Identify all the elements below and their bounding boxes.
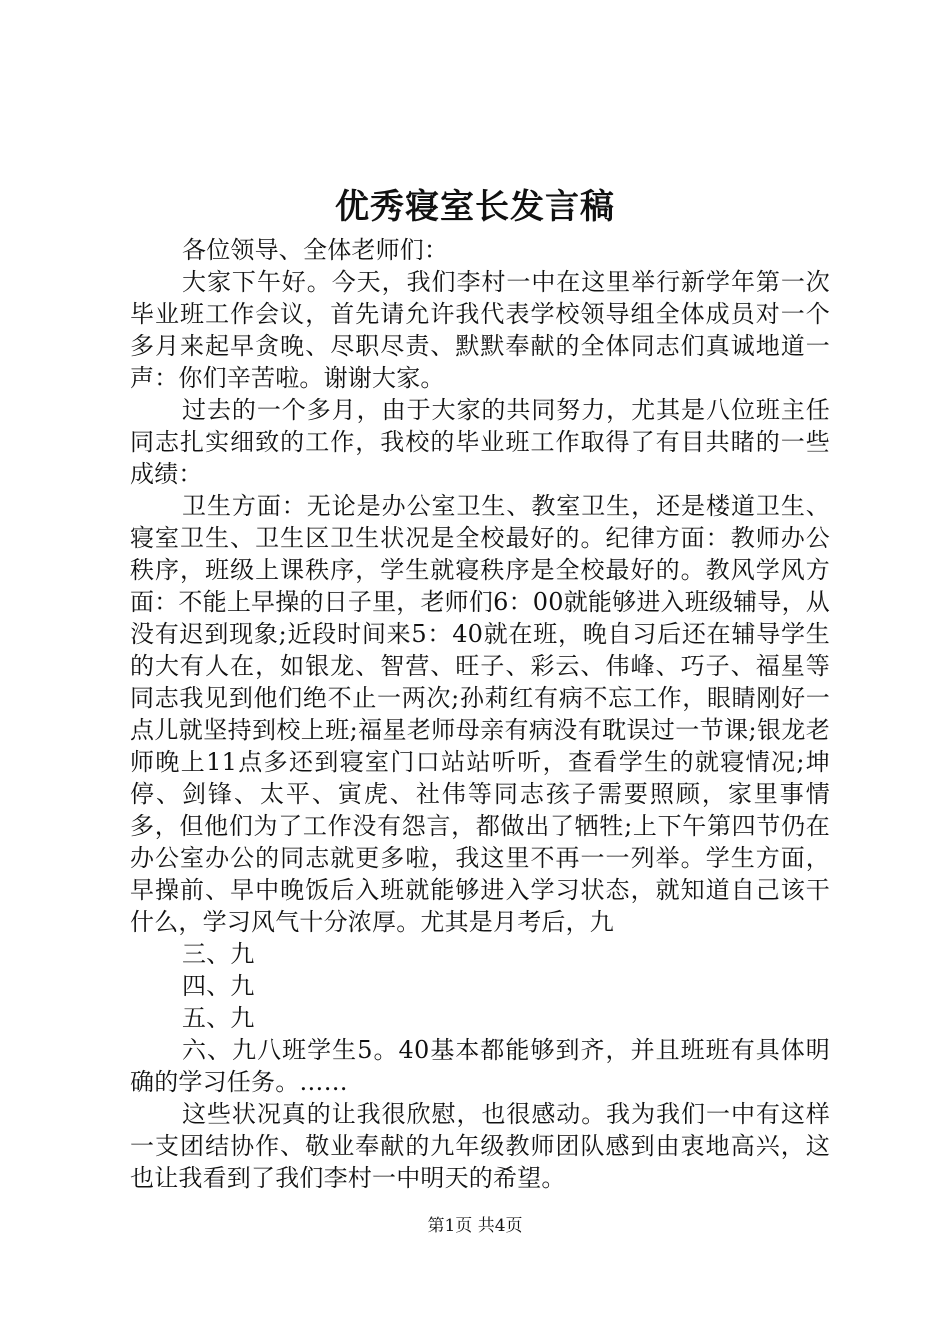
- body-paragraph: 四、九: [182, 972, 255, 1000]
- body-paragraph: 大家下午好。今天，我们李村一中在这里举行新学年第一次毕业班工作会议，首先请允许我代表学校领导组全体成员对一个多月来起早贪晚、尽职尽责、默默奉献的全体同志们真诚地道一声：你们辛苦啦。谢谢大家。: [130, 268, 830, 392]
- body-paragraph: 这些状况真的让我很欣慰，也很感动。我为我们一中有这样一支团结协作、敬业奉献的九年级教师团队感到由衷地高兴，这也让我看到了我们李村一中明天的希望。: [130, 1100, 830, 1192]
- body-paragraph: 六、九八班学生5。40基本都能够到齐，并且班班有具体明确的学习任务。……: [130, 1036, 830, 1096]
- salutation-paragraph: 各位领导、全体老师们：: [182, 236, 449, 264]
- body-paragraph: 卫生方面：无论是办公室卫生、教室卫生，还是楼道卫生、寝室卫生、卫生区卫生状况是全校最好的。纪律方面：教师办公秩序，班级上课秩序，学生就寝秩序是全校最好的。教风学风方面：不能上早操的日子里，老师们6：00就能够进入班级辅导，从没有迟到现象;近段时间来5：40就在班，晚自习后还在辅导学生的大有人在，如银龙、智营、旺子、彩云、伟峰、巧子、福星等同志我见到他们绝不止一两次;孙莉红有病不忘工作，眼睛刚好一点儿就坚持到校上班;福星老师母亲有病没有耽误过一节课;银龙老师晚上11点多还到寝室门口站站听听，查看学生的就寝情况;坤停、剑锋、太平、寅虎、社伟等同志孩子需要照顾，家里事情多，但他们为了工作没有怨言，都做出了牺牲;上下午第四节仍在办公室办公的同志就更多啦，我这里不再一一列举。学生方面，早操前、早中晚饭后入班就能够进入学习状态，就知道自己该干什么，学习风气十分浓厚。尤其是月考后，九: [130, 492, 830, 936]
- body-paragraph: 五、九: [182, 1004, 255, 1032]
- body-paragraph: 过去的一个多月，由于大家的共同努力，尤其是八位班主任同志扎实细致的工作，我校的毕业班工作取得了有目共睹的一些成绩：: [130, 396, 830, 488]
- document-body: [130, 234, 830, 1194]
- page-number-footer: 第1页 共4页: [427, 1216, 523, 1236]
- document-title: 优秀寝室长发言稿: [335, 187, 615, 227]
- body-paragraph: 三、九: [182, 940, 255, 968]
